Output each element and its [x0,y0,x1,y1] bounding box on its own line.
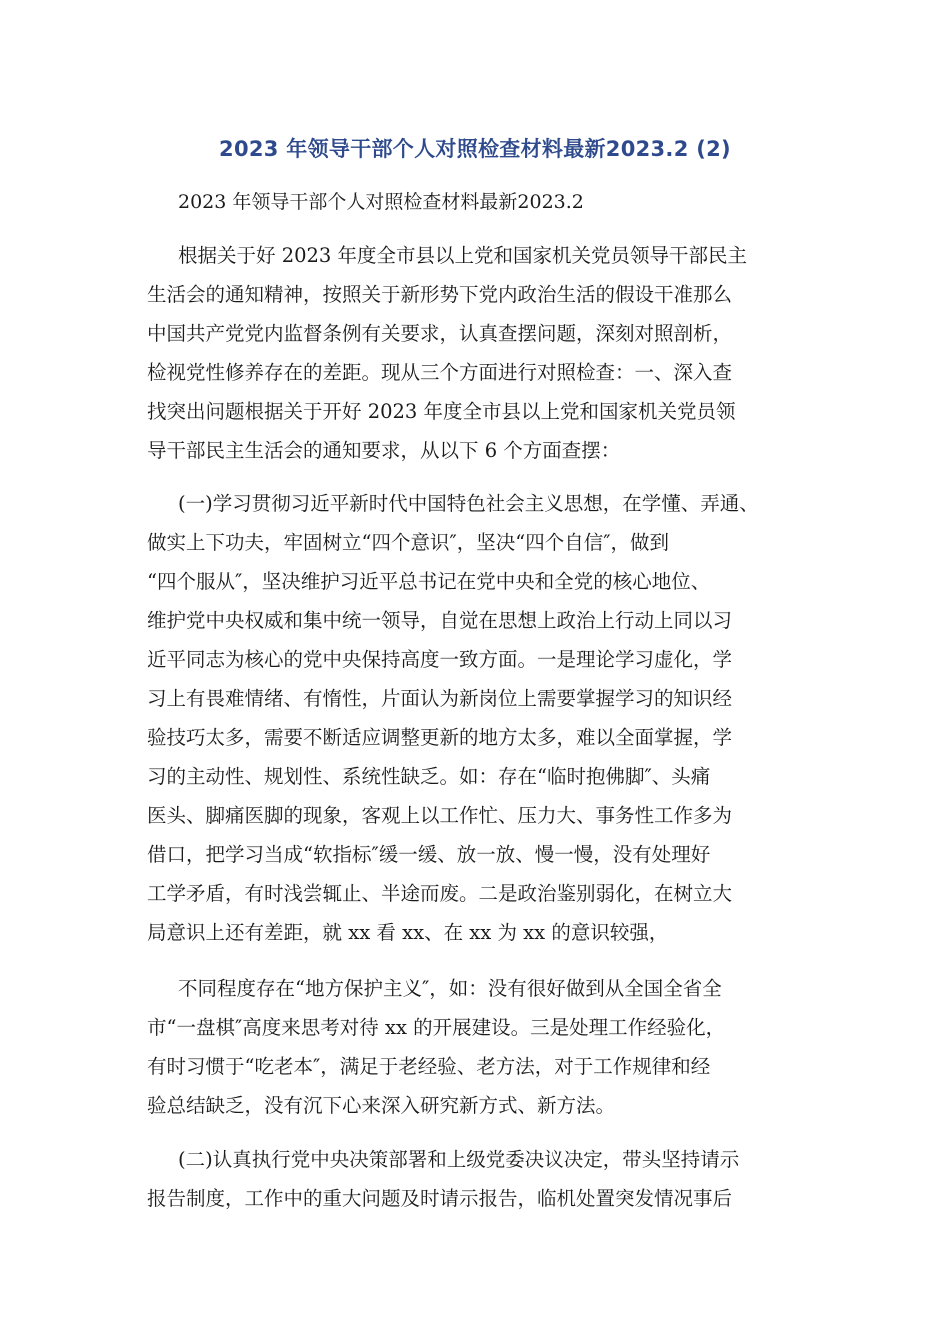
text-line: 维护党中央权威和集中统一领导，自觉在思想上政治上行动上同以习 [147,609,733,632]
text-line: (二)认真执行党中央决策部署和上级党委决议决定，带头坚持请示 [178,1148,740,1171]
text-line: 找突出问题根据关于开好 2023 年度全市县以上党和国家机关党员领 [147,400,736,423]
text-line: 有时习惯于“吃老本″，满足于老经验、老方法，对于工作规律和经 [147,1055,711,1078]
text-line: 习的主动性、规划性、系统性缺乏。如：存在“临时抱佛脚″、头痛 [147,765,711,788]
text-line: 做实上下功夫，牢固树立“四个意识″，坚决“四个自信″，做到 [147,531,670,554]
text-line: (一)学习贯彻习近平新时代中国特色社会主义思想，在学懂、弄通、 [178,492,759,515]
text-line: 不同程度存在“地方保护主义″，如：没有很好做到从全国全省全 [178,977,722,1000]
text-line: 局意识上还有差距，就 xx 看 xx、在 xx 为 xx 的意识较强， [147,921,669,944]
paragraph-intro [147,236,807,470]
text-line: 借口，把学习当成“软指标″缓一缓、放一放、慢一慢，没有处理好 [147,843,711,866]
paragraph-continuation [147,969,807,1125]
paragraph-section-one [147,484,807,952]
text-line: 验技巧太多，需要不断适应调整更新的地方太多，难以全面掌握，学 [147,726,733,749]
document-title: 2023 年领导干部个人对照检查材料最新2023.2 (2) [219,137,731,161]
text-line: 习上有畏难情绪、有惰性，片面认为新岗位上需要掌握学习的知识经 [147,687,733,710]
text-line: 医头、脚痛医脚的现象，客观上以工作忙、压力大、事务性工作多为 [147,804,733,827]
text-line: 中国共产党党内监督条例有关要求，认真查摆问题，深刻对照剖析， [147,322,733,345]
text-line: 工学矛盾，有时浅尝辄止、半途而废。二是政治鉴别弱化，在树立大 [147,882,733,905]
text-line: 导干部民主生活会的通知要求，从以下 6 个方面查摆： [147,439,621,462]
text-line: 生活会的通知精神，按照关于新形势下党内政治生活的假设干准那么 [147,283,733,306]
text-line: 检视党性修养存在的差距。现从三个方面进行对照检查：一、深入查 [147,361,733,384]
text-line: 根据关于好 2023 年度全市县以上党和国家机关党员领导干部民主 [178,244,748,267]
text-line: 市“一盘棋″高度来思考对待 xx 的开展建设。三是处理工作经验化， [147,1016,726,1039]
text-line: 近平同志为核心的党中央保持高度一致方面。一是理论学习虚化，学 [147,648,733,671]
text-line: 报告制度，工作中的重大问题及时请示报告，临机处置突发情况事后 [147,1187,733,1210]
text-line: 验总结缺乏，没有沉下心来深入研究新方式、新方法。 [147,1094,616,1117]
text-line: “四个服从″，坚决维护习近平总书记在党中央和全党的核心地位、 [147,570,711,593]
paragraph-section-two [147,1140,807,1218]
document-subtitle: 2023 年领导干部个人对照检查材料最新2023.2 [178,191,584,213]
